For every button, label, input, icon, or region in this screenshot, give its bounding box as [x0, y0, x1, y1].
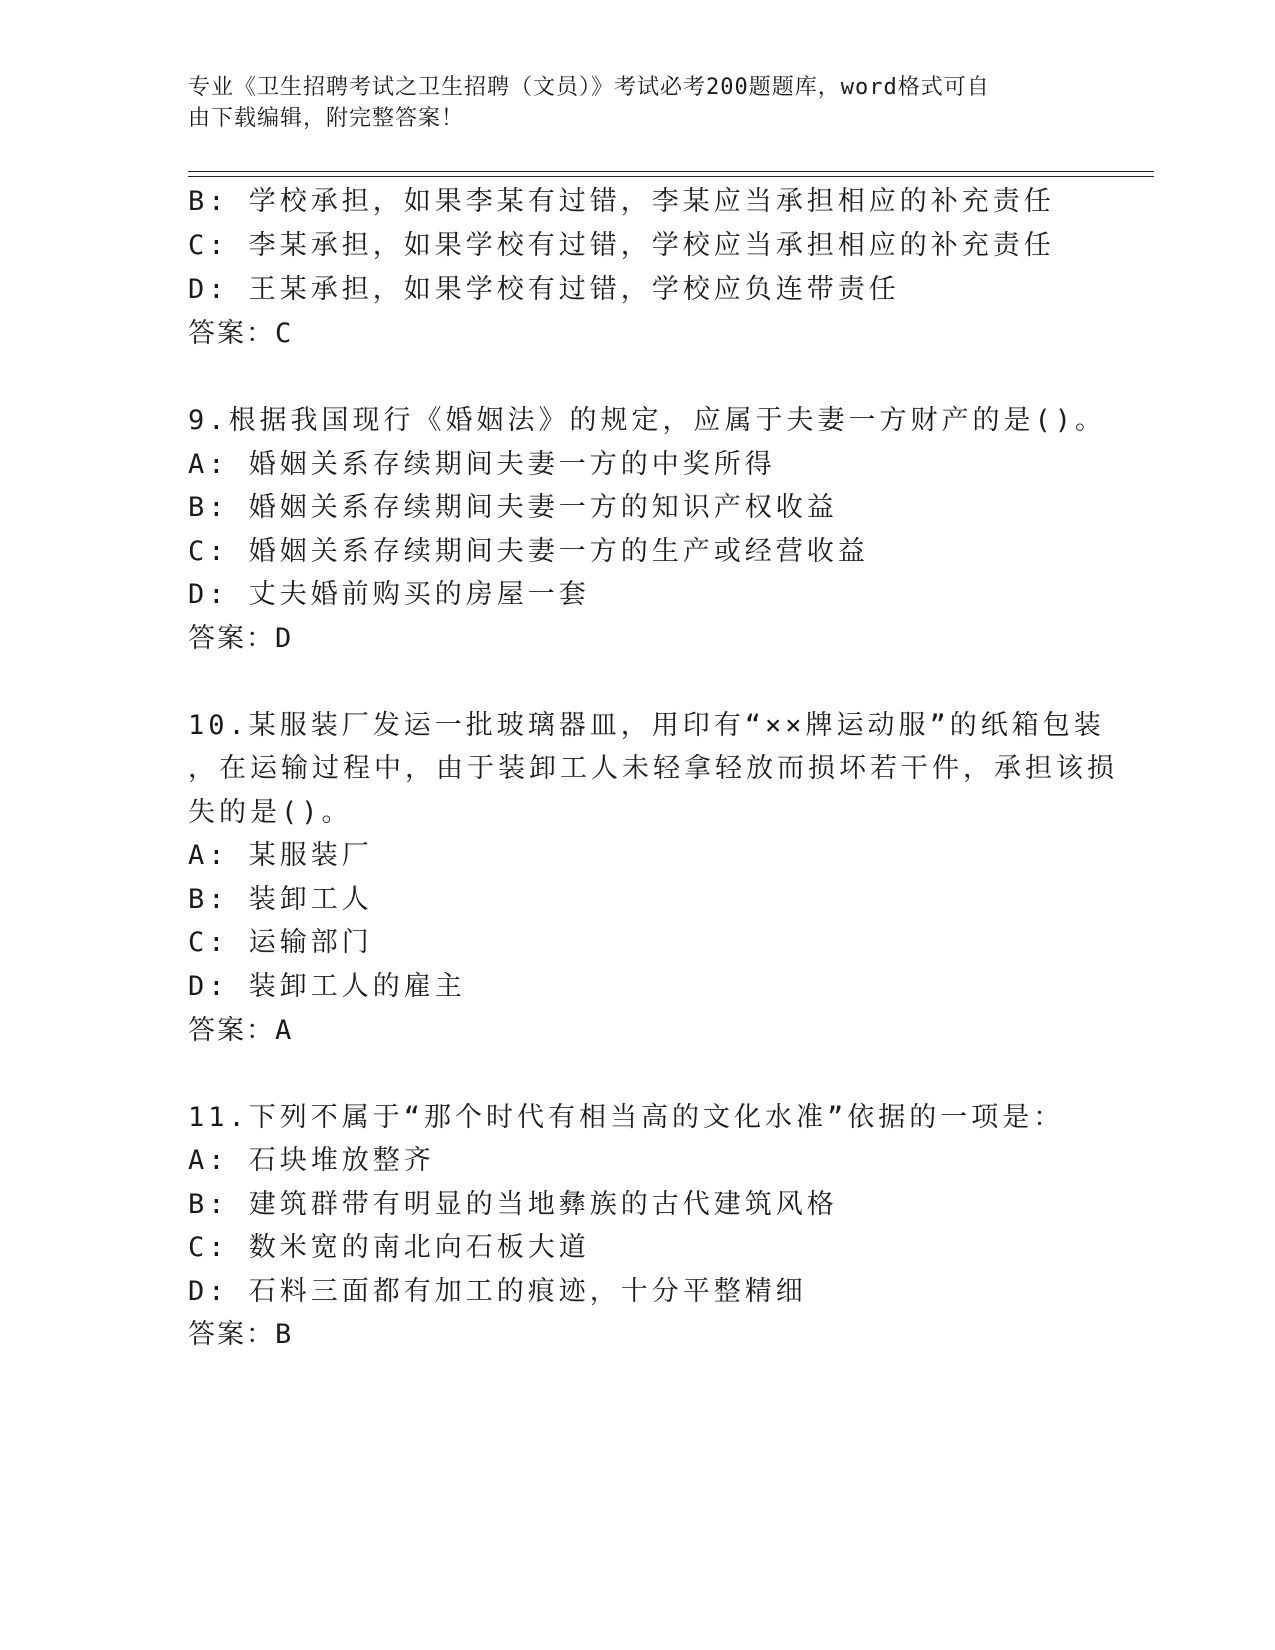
q10-stem-line-2: ，在运输过程中，由于装卸工人未轻拿轻放而损坏若干件，承担该损: [188, 753, 1118, 784]
q10-answer: 答案：A: [188, 1015, 294, 1046]
q11-answer: 答案：B: [188, 1319, 294, 1350]
q9-stem: 9.根据我国现行《婚姻法》的规定，应属于夫妻一方财产的是()。: [188, 405, 1107, 436]
q10-option-d: D: 装卸工人的雇主: [188, 971, 466, 1002]
document-header: [188, 72, 1068, 134]
header-line-1: 专业《卫生招聘考试之卫生招聘（文员）》考试必考200题题库，word格式可自: [188, 75, 990, 100]
q9-option-b: B: 婚姻关系存续期间夫妻一方的知识产权收益: [188, 492, 838, 523]
q10-option-a: A: 某服装厂: [188, 840, 373, 871]
q9-option-a: A: 婚姻关系存续期间夫妻一方的中奖所得: [188, 449, 776, 480]
q10-stem-line-1: 10.某服装厂发运一批玻璃器皿，用印有“××牌运动服”的纸箱包装: [188, 710, 1105, 741]
header-rule-bottom: [188, 176, 1154, 177]
q10-option-c: C: 运输部门: [188, 927, 373, 958]
q9-option-c: C: 婚姻关系存续期间夫妻一方的生产或经营收益: [188, 536, 869, 567]
q11-option-a: A: 石块堆放整齐: [188, 1145, 435, 1176]
q8-option-b: B: 学校承担，如果李某有过错，李某应当承担相应的补充责任: [188, 186, 1055, 217]
q11-stem: 11.下列不属于“那个时代有相当高的文化水准”依据的一项是：: [188, 1102, 1065, 1133]
q9-answer: 答案：D: [188, 623, 294, 654]
header-rule-top: [188, 171, 1154, 172]
q9-option-d: D: 丈夫婚前购买的房屋一套: [188, 579, 590, 610]
header-line-2: 由下载编辑，附完整答案！: [188, 106, 465, 131]
q8-option-c: C: 李某承担，如果学校有过错，学校应当承担相应的补充责任: [188, 230, 1055, 261]
q8-answer: 答案：C: [188, 318, 294, 349]
q8-option-d: D: 王某承担，如果学校有过错，学校应负连带责任: [188, 274, 900, 305]
q11-option-d: D: 石料三面都有加工的痕迹，十分平整精细: [188, 1276, 807, 1307]
q11-option-b: B: 建筑群带有明显的当地彝族的古代建筑风格: [188, 1189, 838, 1220]
q11-option-c: C: 数米宽的南北向石板大道: [188, 1232, 590, 1263]
q10-option-b: B: 装卸工人: [188, 884, 373, 915]
q10-stem-line-3: 失的是()。: [188, 797, 353, 828]
